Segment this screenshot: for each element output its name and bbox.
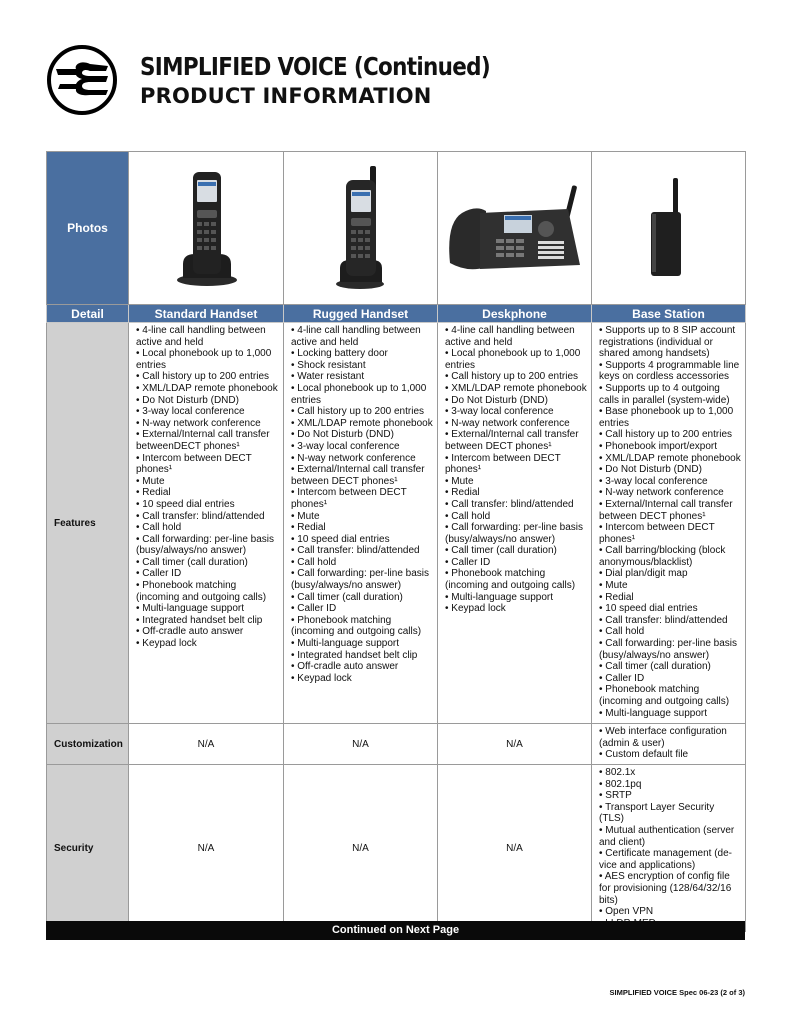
list-item: • Phonebook matching (incoming and outgoing calls): [445, 568, 576, 592]
features-row-label: Features: [47, 323, 129, 724]
list-item: • Do Not Disturb (DND): [599, 464, 702, 476]
list-item: • External/Internal call transfer betweenDECT phones¹: [136, 429, 270, 452]
list-item: • Call hold: [445, 510, 491, 522]
list-item: • Integrated handset belt clip: [291, 649, 418, 661]
list-item: • Phonebook import/export: [599, 440, 718, 452]
base-station-photo: [592, 152, 746, 305]
photos-row: [47, 152, 746, 305]
list-item: • Mute: [136, 475, 165, 487]
list-item: • Intercom between DECT phones¹: [445, 452, 561, 476]
list-item: • Redial: [291, 522, 326, 534]
list-item: • Local phonebook up to 1,000 entries: [291, 382, 427, 406]
list-item: • 3-way local conference: [599, 475, 708, 487]
detail-header-row: [47, 305, 746, 323]
column-header-rugged-handset: Rugged Handset: [284, 305, 438, 323]
list-item: • Call history up to 200 entries: [445, 371, 579, 383]
list-item: • Do Not Disturb (DND): [445, 394, 548, 406]
standard-handset-features: [129, 323, 284, 724]
list-item: • Keypad lock: [445, 603, 506, 615]
column-header-deskphone: Deskphone: [438, 305, 592, 323]
list-item: • N-way network conference: [291, 452, 416, 464]
list-item: • 3-way local conference: [291, 440, 400, 452]
features-row: [47, 323, 746, 724]
list-item: • Call timer (call duration): [599, 661, 711, 673]
list-item: • XML/LDAP remote phonebook: [291, 417, 433, 429]
list-item: • Multi-language support: [291, 638, 400, 650]
deskphone-security: N/A: [438, 765, 592, 932]
list-item: • Mute: [291, 510, 320, 522]
list-item: • Multi-language support: [599, 707, 708, 719]
list-item: • Redial: [445, 487, 480, 499]
list-item: • Phonebook matching (incoming and outgoing calls): [136, 580, 267, 603]
security-row: [47, 765, 746, 932]
list-item: • 10 speed dial entries: [291, 533, 390, 545]
list-item: • External/Internal call transfer between DECT phones¹: [599, 498, 733, 522]
standard-handset-photo: [129, 152, 284, 305]
list-item: • Call timer (call duration): [136, 556, 248, 568]
list-item: • External/Internal call transfer between DECT phones¹: [445, 429, 579, 452]
list-item: • Call transfer: blind/attended: [136, 510, 265, 522]
list-item: • Call history up to 200 entries: [136, 371, 270, 383]
list-item: • Call timer (call duration): [445, 545, 557, 557]
list-item: • Web interface configuration (admin & user): [599, 726, 727, 749]
list-item: • N-way network conference: [599, 487, 724, 499]
list-item: • Phonebook matching (incoming and outgoing calls): [599, 684, 730, 707]
detail-label: Detail: [47, 305, 129, 323]
list-item: • Integrated handset belt clip: [136, 614, 263, 626]
list-item: • Redial: [599, 591, 634, 603]
list-item: • Local phonebook up to 1,000 entries: [445, 348, 581, 371]
list-item: • Call forwarding: per-line basis (busy/always/no answer): [136, 533, 275, 557]
column-header-standard-handset: Standard Handset: [129, 305, 284, 323]
list-item: • Call hold: [291, 556, 337, 568]
standard-handset-customization: N/A: [129, 724, 284, 765]
list-item: • 802.1x: [599, 767, 636, 778]
base-station-security: [592, 765, 746, 932]
company-logo: [46, 44, 118, 116]
list-item: • Call history up to 200 entries: [291, 406, 425, 418]
list-item: • Custom default file: [599, 749, 689, 761]
rugged-handset-photo: [284, 152, 438, 305]
list-item: • Call history up to 200 entries: [599, 429, 733, 441]
list-item: • Call hold: [136, 522, 182, 534]
base-station-features: [592, 323, 746, 724]
list-item: • 4-line call handling between active and held: [136, 325, 266, 348]
list-item: • Call transfer: blind/attended: [599, 614, 728, 626]
list-item: • Multi-language support: [136, 603, 245, 615]
page-subtitle: PRODUCT INFORMATION: [140, 84, 432, 108]
list-item: • Do Not Disturb (DND): [136, 394, 239, 406]
list-item: • External/Internal call transfer between DECT phones¹: [291, 464, 425, 487]
list-item: • Shock resistant: [291, 359, 366, 371]
list-item: • XML/LDAP remote phonebook: [136, 382, 278, 394]
deskphone-customization: N/A: [438, 724, 592, 765]
list-item: • Redial: [136, 487, 171, 499]
list-item: • 3-way local conference: [445, 406, 554, 418]
list-item: • SRTP: [599, 790, 632, 802]
list-item: • Mute: [445, 475, 474, 487]
list-item: • 4-line call handling between active and held: [445, 325, 575, 348]
list-item: • Keypad lock: [291, 672, 352, 684]
list-item: • Caller ID: [136, 568, 182, 580]
deskphone-features: [438, 323, 592, 724]
list-item: • Call forwarding: per-line basis (busy/always/no answer): [445, 522, 584, 545]
list-item: • Water resistant: [291, 371, 365, 383]
page-title: SIMPLIFIED VOICE (Continued): [140, 52, 491, 81]
list-item: • Keypad lock: [136, 638, 197, 650]
list-item: • Call hold: [599, 626, 645, 638]
list-item: • Mutual authentication (server and client): [599, 824, 735, 848]
list-item: • Off-cradle auto answer: [291, 661, 399, 673]
list-item: • N-way network conference: [445, 417, 570, 429]
rugged-handset-customization: N/A: [284, 724, 438, 765]
list-item: • Mute: [599, 580, 628, 592]
list-item: • Intercom between DECT phones¹: [136, 452, 252, 476]
list-item: • Call barring/blocking (block anonymous/blacklist): [599, 545, 726, 568]
customization-row: [47, 724, 746, 765]
list-item: • Local phonebook up to 1,000 entries: [136, 348, 272, 371]
list-item: • Transport Layer Security (TLS): [599, 801, 715, 825]
rugged-handset-features: [284, 323, 438, 724]
continued-banner: Continued on Next Page: [46, 921, 745, 940]
list-item: • Supports up to 4 outgoing calls in parallel (system-wide): [599, 382, 730, 406]
list-item: • 3-way local conference: [136, 406, 245, 418]
list-item: • Supports 4 programmable line keys on cordless accessories: [599, 359, 740, 383]
list-item: • Dial plan/digit map: [599, 568, 688, 580]
list-item: • Intercom between DECT phones¹: [599, 522, 715, 545]
list-item: • Off-cradle auto answer: [136, 626, 244, 638]
list-item: • Caller ID: [599, 672, 645, 684]
list-item: • Caller ID: [445, 556, 491, 568]
column-header-base-station: Base Station: [592, 305, 746, 323]
list-item: • Base phonebook up to 1,000 entries: [599, 406, 734, 429]
standard-handset-security: N/A: [129, 765, 284, 932]
list-item: • AES encryption of config file for provisioning (128/64/32/16 bits): [599, 871, 732, 906]
list-item: • Call timer (call duration): [291, 591, 403, 603]
list-item: • Multi-language support: [445, 591, 554, 603]
list-item: • 10 speed dial entries: [136, 498, 235, 510]
list-item: • Call transfer: blind/attended: [291, 545, 420, 557]
list-item: • XML/LDAP remote phonebook: [599, 452, 741, 464]
list-item: • Certificate management (de-vice and applications): [599, 848, 733, 871]
list-item: • 4-line call handling between active and held: [291, 325, 421, 348]
photos-row-label: Photos: [47, 152, 129, 305]
list-item: • Supports up to 8 SIP account registrations (individual or shared among handsets): [599, 325, 736, 360]
rugged-handset-security: N/A: [284, 765, 438, 932]
base-station-customization: [592, 724, 746, 765]
list-item: • Caller ID: [291, 603, 337, 615]
list-item: • 10 speed dial entries: [599, 603, 698, 615]
list-item: • Open VPN: [599, 906, 654, 918]
list-item: • Locking battery door: [291, 348, 388, 360]
list-item: • Intercom between DECT phones¹: [291, 487, 407, 510]
page-footer: SIMPLIFIED VOICE Spec 06-23 (2 of 3): [609, 988, 745, 997]
list-item: • XML/LDAP remote phonebook: [445, 382, 587, 394]
customization-row-label: Customization: [47, 724, 129, 765]
deskphone-photo: [438, 152, 592, 305]
security-row-label: Security: [47, 765, 129, 932]
list-item: • 802.1pq: [599, 778, 642, 790]
list-item: • Call forwarding: per-line basis (busy/always/no answer): [291, 568, 430, 592]
list-item: • Phonebook matching (incoming and outgoing calls): [291, 614, 422, 638]
list-item: • Do Not Disturb (DND): [291, 429, 394, 441]
list-item: • Call transfer: blind/attended: [445, 498, 574, 510]
list-item: • Call forwarding: per-line basis (busy/always/no answer): [599, 638, 738, 661]
list-item: • N-way network conference: [136, 417, 261, 429]
product-spec-table: [46, 151, 746, 932]
